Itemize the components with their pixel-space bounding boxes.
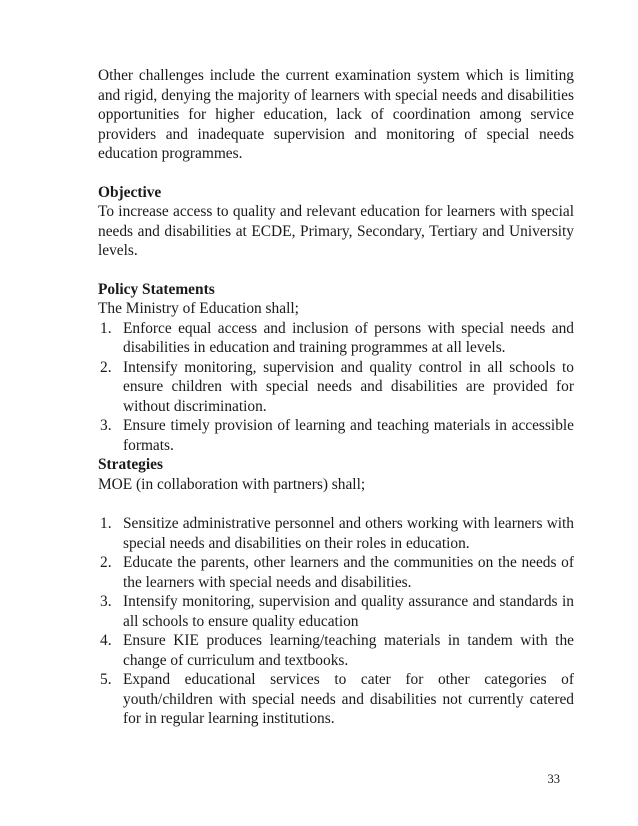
list-item — [100, 358, 574, 417]
list-text: Ensure KIE produces learning/teaching materials in tandem with the change of curriculum and textbooks. — [123, 632, 574, 669]
list-item — [100, 592, 574, 631]
list-number: 2. — [100, 554, 112, 571]
list-number: 1. — [100, 515, 112, 532]
policy-lead: The Ministry of Education shall; — [98, 300, 299, 317]
list-item — [100, 553, 574, 592]
list-item — [100, 416, 574, 455]
list-number: 5. — [100, 671, 112, 688]
list-number: 1. — [100, 319, 112, 337]
list-item — [100, 319, 574, 358]
strategies-heading: Strategies — [98, 456, 163, 473]
list-text: Enforce equal access and inclusion of persons with special needs and disabilities in education and training programmes at all levels. — [123, 319, 574, 356]
list-text: Expand educational services to cater for other categories of youth/children with special needs and disabilities not currently catered for in regular learning institutions. — [123, 671, 574, 727]
list-item — [100, 670, 574, 729]
list-text: Intensify monitoring, supervision and quality assurance and standards in all schools to ensure quality education — [123, 593, 574, 630]
list-text: Ensure timely provision of learning and teaching materials in accessible formats. — [123, 417, 574, 454]
list-number: 3. — [100, 593, 112, 610]
list-item — [100, 631, 574, 670]
list-text: Intensify monitoring, supervision and quality control in all schools to ensure children with special needs and disabilities are provided for without discrimination. — [123, 358, 574, 415]
objective-heading: Objective — [98, 183, 162, 201]
list-item — [100, 514, 574, 553]
objective-text: To increase access to quality and relevant education for learners with special needs and disabilities at ECDE, Primary, Secondary, Tertiary and University levels. — [98, 203, 574, 259]
list-text: Sensitize administrative personnel and others working with learners with special needs and disabilities on their roles in education. — [123, 515, 574, 552]
list-number: 3. — [100, 417, 112, 434]
policy-list — [100, 319, 574, 456]
strategies-list — [100, 514, 574, 729]
list-number: 2. — [100, 358, 112, 376]
list-text: Educate the parents, other learners and the communities on the needs of the learners with special needs and disabilities. — [123, 554, 574, 591]
strategies-lead: MOE (in collaboration with partners) shall; — [98, 475, 366, 493]
policy-heading: Policy Statements — [98, 280, 215, 298]
page-content — [98, 66, 574, 729]
list-number: 4. — [100, 632, 112, 649]
intro-paragraph: Other challenges include the current examination system which is limiting and rigid, denying the majority of learners with special needs and disabilities opportunities for higher education, lack of coordination among service providers and inadequate supervision and monitoring of special needs education programmes. — [98, 67, 574, 162]
page-number: 33 — [547, 772, 560, 786]
